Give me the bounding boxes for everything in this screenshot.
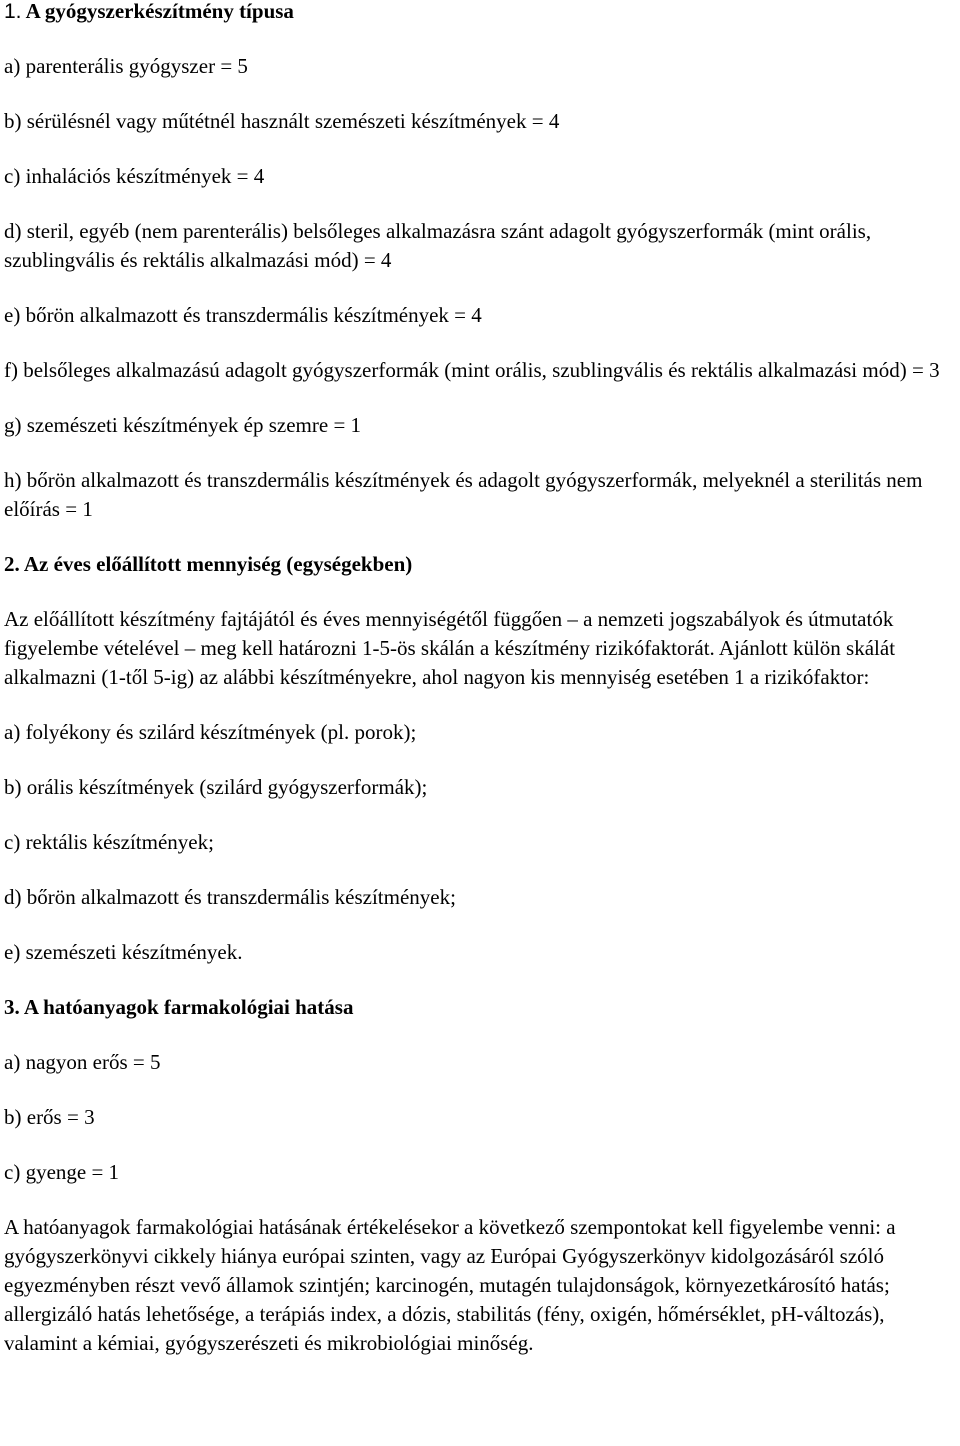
section-1-item-c: c) inhalációs készítmények = 4 [4,164,265,188]
section-2-item-d: d) bőrön alkalmazott és transzdermális készítmények; [4,885,456,909]
section-1-title: A gyógyszerkészítmény típusa [25,0,294,23]
section-2-item-c: c) rektális készítmények; [4,830,214,854]
section-1-item-e: e) bőrön alkalmazott és transzdermális készítmények = 4 [4,303,482,327]
section-2-item-e: e) szemészeti készítmények. [4,940,243,964]
section-1-item-f: f) belsőleges alkalmazású adagolt gyógyszerformák (mint orális, szublingvális és rektális alkalmazási mód) = 3 [4,358,940,382]
section-1-item-b: b) sérülésnél vagy műtétnél használt szemészeti készítmények = 4 [4,109,560,133]
section-1-number: 1. [4,0,22,23]
section-3-item-b: b) erős = 3 [4,1105,95,1129]
section-3-item-c: c) gyenge = 1 [4,1160,120,1184]
section-3-heading [4,993,956,1022]
section-2-item-b: b) orális készítmények (szilárd gyógyszerformák); [4,775,428,799]
section-3-paragraph: A hatóanyagok farmakológiai hatásának értékelésekor a következő szempontokat kell figyelembe venni: a gyógyszerkönyvi cikkely hiánya európai szinten, vagy az Európai Gyógyszerkönyv kidolgozásáról szóló egyezményben részt vevő államok szintjén; karcinogén, mutagén tulajdonságok, környezetkárosító hatás; allergizáló hatás lehetősége, a terápiás index, a dózis, stabilitás (fény, oxigén, hőmérséklet, pH-változás), valamint a kémiai, gyógyszerészeti és mikrobiológiai minőség. [4,1215,896,1355]
section-3-number: 3. [4,995,20,1019]
section-1-item-a: a) parenterális gyógyszer = 5 [4,54,248,78]
section-1-item-g: g) szemészeti készítmények ép szemre = 1 [4,413,362,437]
section-2-title: Az éves előállított mennyiség (egységekben) [23,552,413,576]
section-1-item-h: h) bőrön alkalmazott és transzdermális készítmények és adagolt gyógyszerformák, melyeknél a sterilitás nem előírás = 1 [4,468,923,521]
section-3-title: A hatóanyagok farmakológiai hatása [23,995,354,1019]
section-1-heading [4,0,956,26]
section-2-heading [4,550,956,579]
section-2-number: 2. [4,552,20,576]
section-2-item-a: a) folyékony és szilárd készítmények (pl. porok); [4,720,417,744]
section-1-item-d: d) steril, egyéb (nem parenterális) belsőleges alkalmazásra szánt adagolt gyógyszerformák (mint orális, szublingvális és rektális alkalmazási mód) = 4 [4,219,872,272]
section-2-paragraph: Az előállított készítmény fajtájától és éves mennyiségétől függően – a nemzeti jogszabályok és útmutatók figyelembe vételével – meg kell határozni 1-5-ös skálán a készítmény rizikófaktorát. Ajánlott külön skálát alkalmazni (1-től 5-ig) az alábbi készítményekre, ahol nagyon kis mennyiség esetében 1 a rizikófaktor: [4,607,896,689]
section-3-item-a: a) nagyon erős = 5 [4,1050,161,1074]
